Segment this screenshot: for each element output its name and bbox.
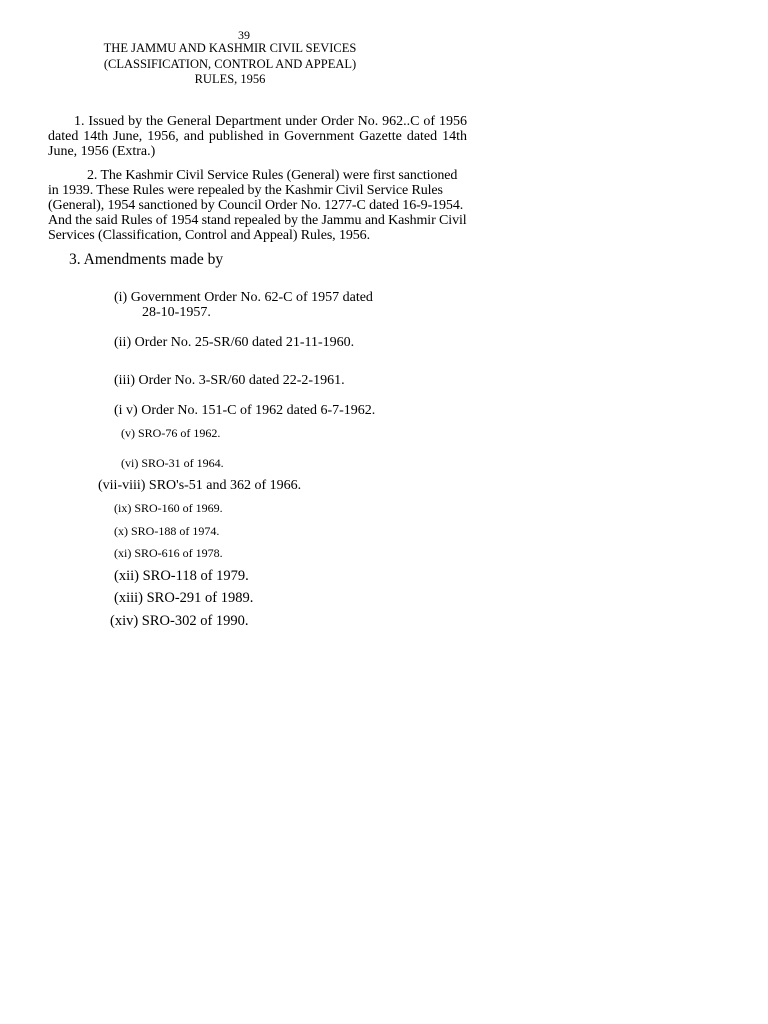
paragraph-2: 2. The Kashmir Civil Service Rules (General) were first sanctioned in 1939. These Rules were repealed by the Kashmir Civil Service Rules (General), 1954 sanctioned by Council Order No. 1277-C dated 16-9-1954. And the said Rules of 1954 stand repealed by the Jammu and Kashmir Civil Services (Classification, Control and Appeal) Rules, 1956. — [48, 168, 467, 243]
amendment-item-11: (xii) SRO-118 of 1979. — [114, 568, 249, 584]
amendment-item-13: (xiv) SRO-302 of 1990. — [110, 613, 249, 629]
amendment-item-2: (ii) Order No. 25-SR/60 dated 21-11-1960. — [114, 335, 355, 350]
amendment-item-7: (vii-viii) SRO's-51 and 362 of 1966. — [98, 478, 302, 493]
amendment-item-4: (i v) Order No. 151-C of 1962 dated 6-7-1962. — [114, 403, 376, 418]
amendment-item-8: (ix) SRO-160 of 1969. — [114, 501, 223, 515]
amendment-item-12: (xiii) SRO-291 of 1989. — [114, 590, 254, 606]
amendments-heading: 3. Amendments made by — [69, 251, 224, 268]
amendment-item-10: (xi) SRO-616 of 1978. — [114, 546, 223, 560]
document-title-line-1: THE JAMMU AND KASHMIR CIVIL SEVICES — [103, 41, 357, 55]
paragraph-1: 1. Issued by the General Department under Order No. 962..C of 1956 dated 14th June, 1956, and published in Government Gazette dated 14th June, 1956 (Extra.) — [48, 114, 467, 159]
amendment-item-9: (x) SRO-188 of 1974. — [114, 524, 220, 538]
amendment-item-5: (v) SRO-76 of 1962. — [121, 426, 221, 440]
amendment-item-1-date: 28-10-1957. — [142, 305, 211, 320]
document-title-line-2: (CLASSIFICATION, CONTROL AND APPEAL) — [103, 57, 357, 71]
amendment-item-6: (vi) SRO-31 of 1964. — [121, 456, 224, 470]
document-title-line-3: RULES, 1956 — [194, 72, 266, 86]
page-number: 39 — [238, 28, 250, 42]
amendment-item-1: (i) Government Order No. 62-C of 1957 dated — [114, 290, 373, 305]
amendment-item-3: (iii) Order No. 3-SR/60 dated 22-2-1961. — [114, 373, 345, 388]
